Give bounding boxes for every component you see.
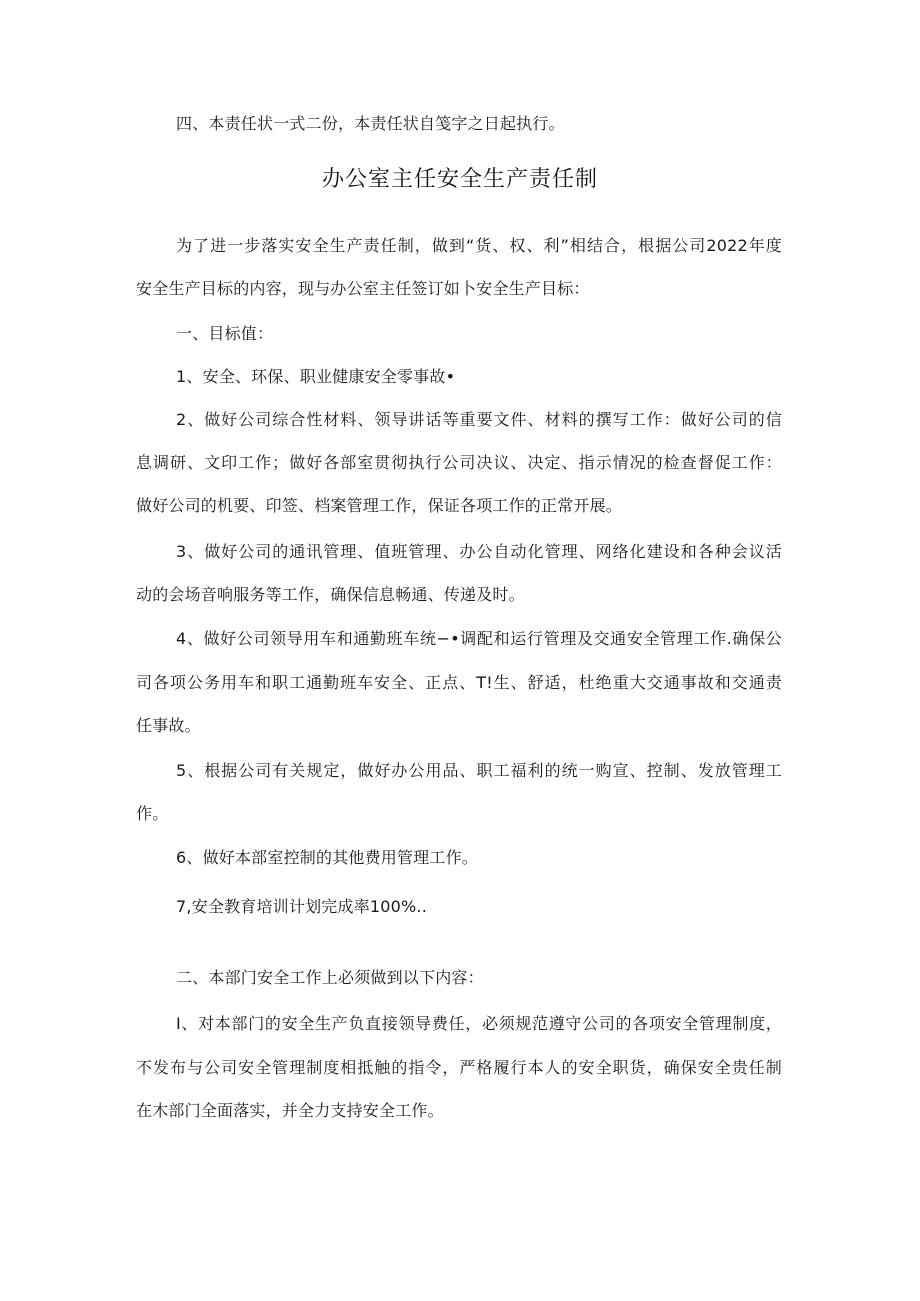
target-item-1: 1、安全、环保、职业健康安全零事故• [176, 367, 456, 386]
intro-clause: 四、本责任状一式二份，本责任状自笺字之日起执行。 [176, 114, 565, 133]
target-item-2-line-2: 息调研、文印工作；做好各部室贯彻执行公司决议、决定、指示情况的检查督促工作： [136, 453, 782, 472]
target-item-2-line-3: 做好公司的机要、印签、档案管理工作，保证各项工作的正常开展。 [136, 496, 623, 515]
section2-heading: 二、本部门安全工作上必须做到以下内容： [176, 968, 484, 987]
target-item-4-line-2: 司各项公务用车和职工通勤班车安全、正点、T!生、舒适，杜绝重大交通事故和交通责 [136, 673, 782, 692]
target-item-2-line-1: 2、做好公司综合性材料、领导讲话等重要文件、材料的撰写工作：做好公司的信 [176, 410, 782, 429]
requirement-item-1-line-3: 在木部门全面落实，并全力支持安全工作。 [136, 1101, 444, 1120]
preamble-line-1: 为了进一步落实安全生产责任制，做到“货、权、利”相结合，根据公司2022年度 [176, 236, 782, 255]
preamble-line-2: 安全生产目标的内容，现与办公室主任签订如卜安全生产目标： [136, 279, 590, 298]
document-title: 办公室主任安全生产责任制 [321, 167, 598, 192]
target-item-3-line-1: 3、做好公司的通讯管理、值班管理、办公自动化管理、网络化建设和各种会议活 [176, 542, 782, 561]
requirement-item-1-line-1: I、对本部门的安全生产负直接领导费任，必须规范遵守公司的各项安全管理制度， [176, 1014, 782, 1033]
section1-heading: 一、目标值： [176, 324, 274, 343]
target-item-4-line-1: 4、做好公司领导用车和通勤班车统−•调配和运行管理及交通安全管理工作.确保公 [176, 629, 782, 648]
target-item-4-line-3: 任事故。 [136, 716, 201, 735]
target-item-7: 7,安全教育培训计划完成率100%.. [176, 897, 427, 916]
target-item-3-line-2: 动的会场音响服务等工作，确保信息畅通、传递及时。 [136, 585, 525, 604]
requirement-item-1-line-2: 不发布与公司安全管理制度相抵触的指令，严格履行本人的安全职货，确保安全贵任制 [136, 1058, 782, 1077]
target-item-5-line-1: 5、根据公司有关规定，做好办公用品、职工福利的统一购宣、控制、发放管理工 [176, 761, 782, 780]
target-item-5-line-2: 作。 [136, 804, 169, 823]
target-item-6: 6、做好本部室控制的其他费用管理工作。 [176, 848, 478, 867]
